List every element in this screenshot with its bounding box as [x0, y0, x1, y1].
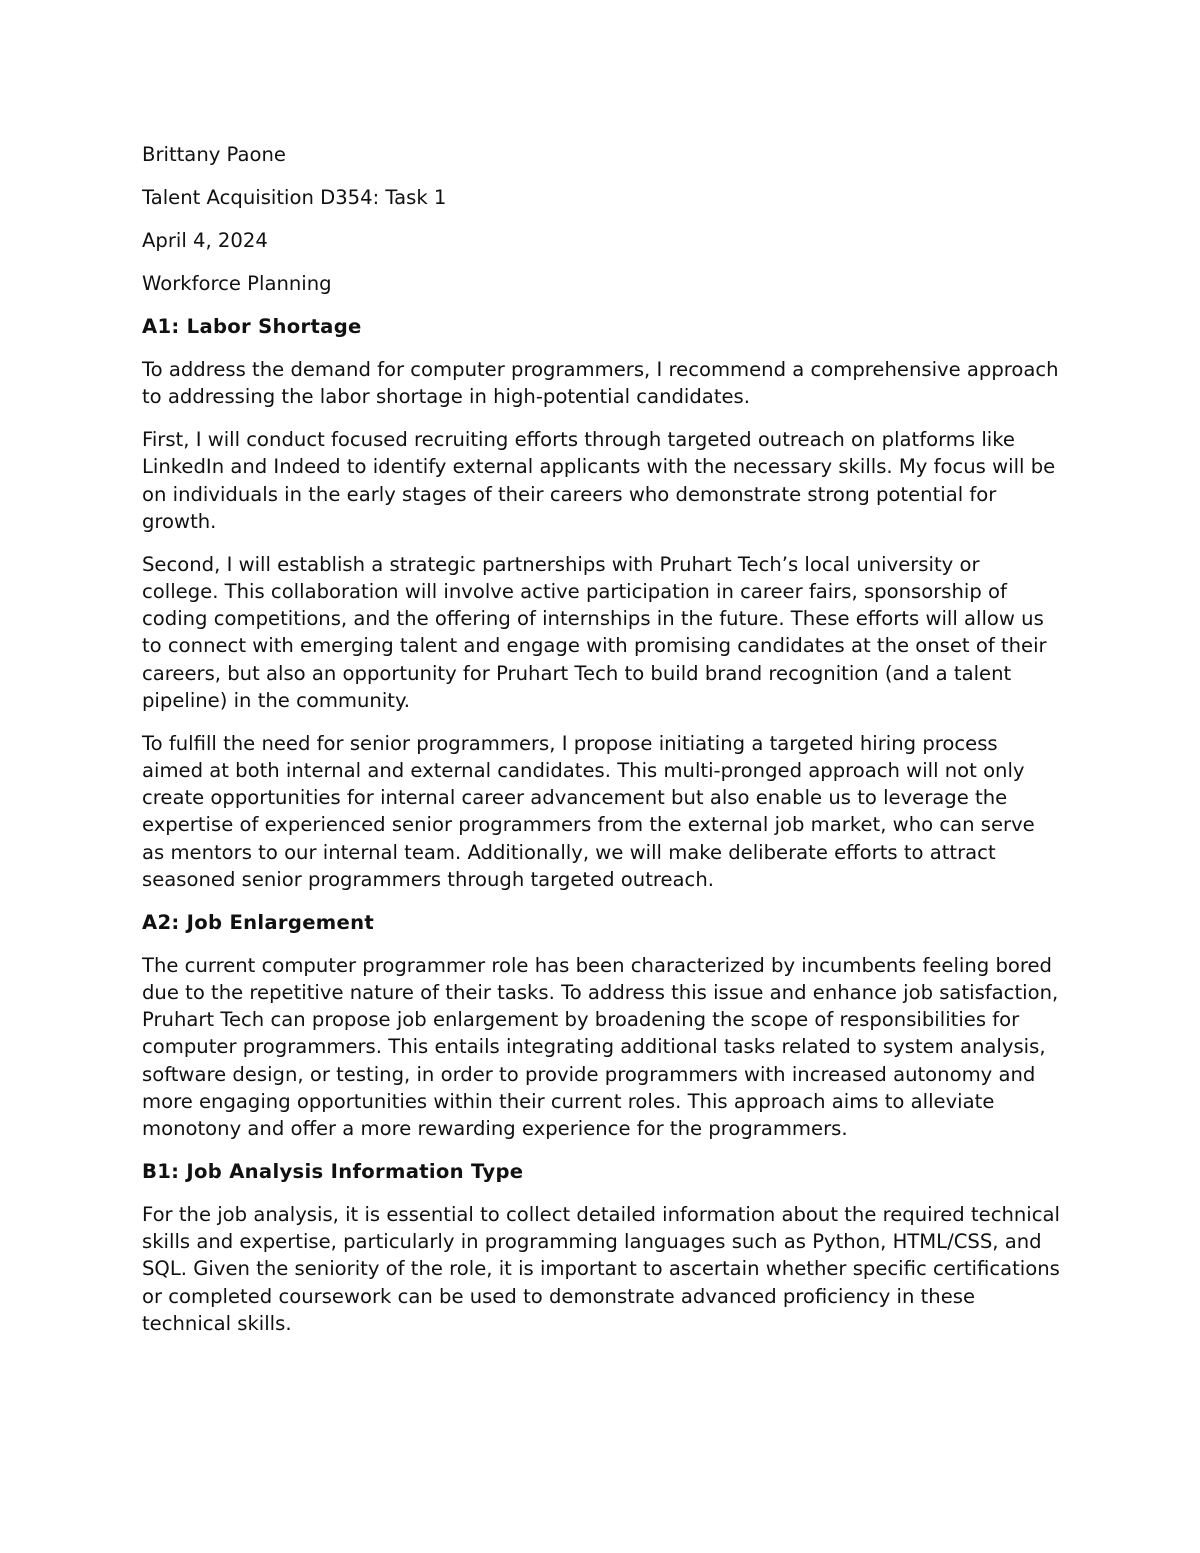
section-b1	[142, 1158, 1062, 1337]
section-a1	[142, 313, 1062, 893]
document-date: April 4, 2024	[142, 229, 268, 252]
paragraph: Second, I will establish a strategic partnerships with Pruhart Tech’s local university or college. This collaboration will involve active participation in career fairs, sponsorship of coding competitions, and the offering of internships in the future. These efforts will allow us to connect with emerging talent and engage with promising candidates at the onset of their careers, but also an opportunity for Pruhart Tech to build brand recognition (and a talent pipeline) in the community.	[142, 552, 1047, 712]
paragraph: To address the demand for computer programmers, I recommend a comprehensive approach to addressing the labor shortage in high-potential candidates.	[142, 358, 1059, 409]
author-name: Brittany Paone	[142, 143, 286, 166]
section-a2	[142, 909, 1062, 1142]
document-title: Workforce Planning	[142, 272, 332, 295]
section-heading: A2: Job Enlargement	[142, 910, 375, 934]
course-title: Talent Acquisition D354: Task 1	[142, 186, 447, 209]
paragraph: The current computer programmer role has been characterized by incumbents feeling bored due to the repetitive nature of their tasks. To address this issue and enhance job satisfaction, Pruhart Tech can propose job enlargement by broadening the scope of responsibilities for computer programmers. This entails integrating additional tasks related to system analysis, software design, or testing, in order to provide programmers with increased autonomy and more engaging opportunities within their current roles. This approach aims to alleviate monotony and offer a more rewarding experience for the programmers.	[142, 953, 1059, 1141]
section-heading: B1: Job Analysis Information Type	[142, 1160, 524, 1184]
paragraph: First, I will conduct focused recruiting efforts through targeted outreach on platforms like LinkedIn and Indeed to identify external applicants with the necessary skills. My focus will be on individuals in the early stages of their careers who demonstrate strong potential for growth.	[142, 428, 1056, 533]
section-heading: A1: Labor Shortage	[142, 315, 362, 338]
paragraph: For the job analysis, it is essential to collect detailed information about the required technical skills and expertise, particularly in programming languages such as Python, HTML/CSS, and SQL. Given the seniority of the role, it is important to ascertain whether specific certifications or completed coursework can be used to demonstrate advanced proficiency in these technical skills.	[142, 1203, 1060, 1335]
paragraph: To fulfill the need for senior programmers, I propose initiating a targeted hiring process aimed at both internal and external candidates. This multi-pronged approach will not only create opportunities for internal career advancement but also enable us to leverage the expertise of experienced senior programmers from the external job market, who can serve as mentors to our internal team. Additionally, we will make deliberate efforts to attract seasoned senior programmers through targeted outreach.	[142, 731, 1035, 891]
document-body	[142, 141, 1062, 1353]
